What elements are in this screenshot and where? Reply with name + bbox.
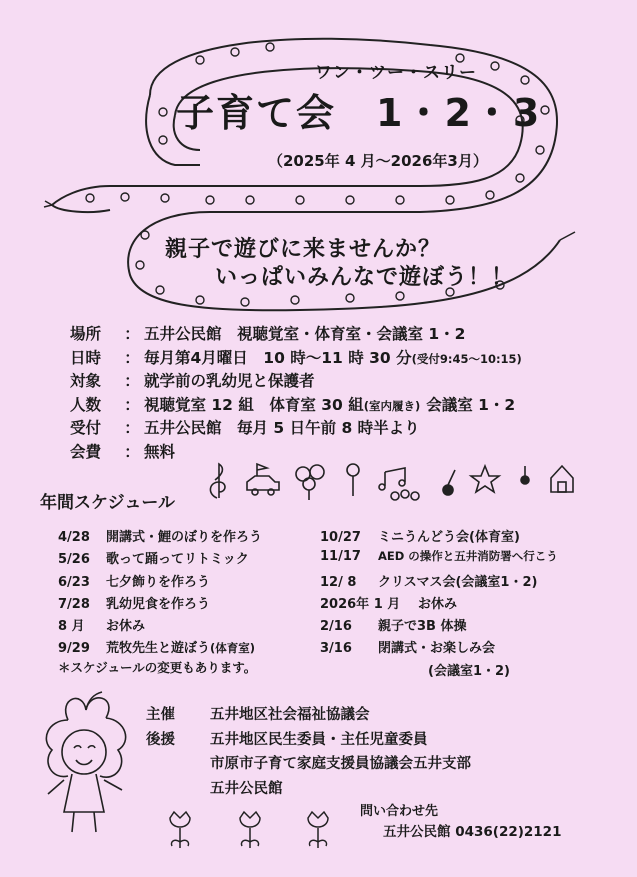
target-label: 対象	[70, 372, 102, 390]
music-notes-icon	[379, 468, 405, 490]
schedule-row	[58, 571, 262, 593]
lollipop-icon	[347, 464, 359, 496]
page-title: 子育て会 1・2・3	[176, 91, 542, 135]
schedule-row	[58, 593, 262, 615]
schedule-right	[320, 526, 558, 682]
bell-icon	[521, 466, 529, 484]
schedule-row	[320, 526, 558, 548]
place-label: 場所	[70, 325, 102, 343]
place-value: 五井公民館 視聴覚室・体育室・会議室 1・2	[144, 325, 466, 343]
schedule-row	[58, 526, 262, 548]
period: （2025年 4 月～2026年3月）	[268, 152, 488, 170]
decorative-icons	[205, 458, 585, 504]
catchphrase-line2: いっぱいみんなで遊ぼう！！	[215, 265, 515, 290]
schedule-note: AED の操作と五井消防署へ行こう	[378, 549, 558, 564]
schedule-row	[320, 548, 558, 570]
schedule-date: 8 月	[58, 619, 85, 635]
contact-value: 五井公民館 0436(22)2121	[383, 824, 562, 840]
fee-label: 会費	[70, 442, 102, 461]
flowers-icon	[391, 490, 419, 500]
tulip-icon	[240, 812, 260, 848]
title-furigana: ワン・ツー・スリー	[315, 63, 477, 83]
host-row	[146, 703, 471, 728]
tulips-illustration	[160, 808, 360, 868]
car-icon	[247, 464, 279, 495]
schedule-date: 5/26	[58, 552, 90, 568]
reception-label: 受付	[70, 419, 102, 437]
colon: ：	[124, 325, 140, 343]
balloons-icon	[296, 465, 324, 500]
capacity-label: 人数	[70, 395, 102, 414]
colon: ：	[124, 419, 140, 437]
schedule-event: 乳幼児食を作ろう	[106, 596, 211, 612]
schedule-row	[320, 593, 558, 615]
schedule-event: お休み	[418, 596, 458, 612]
info-section	[70, 322, 630, 463]
contact-label: 問い合わせ先	[360, 804, 439, 819]
host-label: 主催	[146, 707, 175, 723]
schedule-event: 閉講式・お楽しみ会	[378, 641, 496, 657]
colon: ：	[124, 372, 140, 390]
reception-value: 五井公民館 毎月 5 日午前 8 時半より	[144, 419, 420, 437]
schedule-event: 荒牧先生と遊ぼう	[106, 641, 211, 657]
schedule-note: (体育室)	[469, 530, 520, 545]
support-value: 五井地区民生委員・主任児童委員	[210, 731, 428, 748]
fee-value: 無料	[144, 442, 176, 461]
girl-character-illustration	[28, 690, 138, 840]
schedule-date: 10/27	[320, 530, 361, 545]
schedule-date: 6/23	[58, 574, 90, 590]
schedule-row	[320, 571, 558, 593]
schedule-event: 歌って踊ってリトミック	[106, 552, 249, 568]
schedule-date: 11/17	[320, 549, 361, 565]
catchphrase-line1: 親子で遊びに来ませんか？	[165, 237, 442, 262]
schedule-event: 七夕飾りを作ろう	[106, 574, 211, 590]
schedule-row	[58, 615, 262, 637]
star-icon	[471, 466, 499, 492]
info-capacity	[70, 393, 630, 417]
schedule-date: 2026年 1 月	[320, 596, 401, 612]
schedule-date: 3/16	[320, 641, 352, 657]
colon: ：	[124, 348, 140, 367]
support-row	[146, 777, 471, 802]
capacity-value: 視聴覚室 12 組 体育室 30 組	[144, 395, 364, 414]
support-row	[146, 728, 471, 753]
colon: ：	[124, 395, 140, 414]
schedule-date: 7/28	[58, 596, 90, 612]
target-value: 就学前の乳幼児と保護者	[144, 372, 315, 390]
schedule-event: 親子で3B 体操	[378, 619, 467, 635]
host-value: 五井地区社会福祉協議会	[210, 707, 370, 723]
schedule-event: クリスマス会(会議室1・2)	[378, 574, 538, 590]
support-value: 市原市子育て家庭支援員協議会五井支部	[210, 756, 471, 772]
schedule-note: ＊スケジュールの変更もあります。	[58, 660, 257, 675]
schedule-date: 9/29	[58, 641, 90, 657]
schedule-row	[58, 637, 262, 659]
treble-clef-icon	[210, 464, 225, 498]
schedule-row	[320, 660, 558, 682]
schedule-row	[58, 548, 262, 570]
datetime-value: 毎月第4月曜日 10 時～11 時 30 分	[144, 348, 412, 367]
organizers	[146, 703, 471, 801]
schedule-note: (体育室)	[210, 641, 256, 656]
house-icon	[551, 466, 573, 492]
info-reception	[70, 416, 630, 440]
schedule-date: 4/28	[58, 530, 90, 545]
tulip-icon	[170, 812, 190, 848]
info-datetime	[70, 346, 630, 370]
support-label: 後援	[146, 731, 175, 748]
schedule-date: 2/16	[320, 619, 352, 635]
schedule-row	[320, 637, 558, 659]
datetime-note: (受付9:45～10:15)	[411, 351, 522, 366]
schedule-left	[58, 526, 262, 660]
schedule-event: (会議室1・2)	[428, 663, 510, 679]
info-target	[70, 369, 630, 393]
capacity-value-b: 会議室 1・2	[426, 395, 516, 414]
support-row	[146, 752, 471, 777]
schedule-event: お休み	[106, 619, 146, 635]
schedule-date: 12/ 8	[320, 574, 357, 590]
capacity-note: (室内履き)	[363, 398, 421, 413]
datetime-label: 日時	[70, 348, 102, 367]
schedule-title: 年間スケジュール	[40, 493, 175, 513]
schedule-row	[320, 615, 558, 637]
schedule-event: 開講式・鯉のぼりを作ろう	[106, 530, 263, 545]
cherry-icon	[443, 470, 455, 495]
schedule-event: ミニうんどう会	[378, 530, 470, 545]
tulip-icon	[308, 812, 328, 848]
info-place	[70, 322, 630, 346]
colon: ：	[124, 442, 140, 461]
support-value: 五井公民館	[210, 780, 283, 797]
